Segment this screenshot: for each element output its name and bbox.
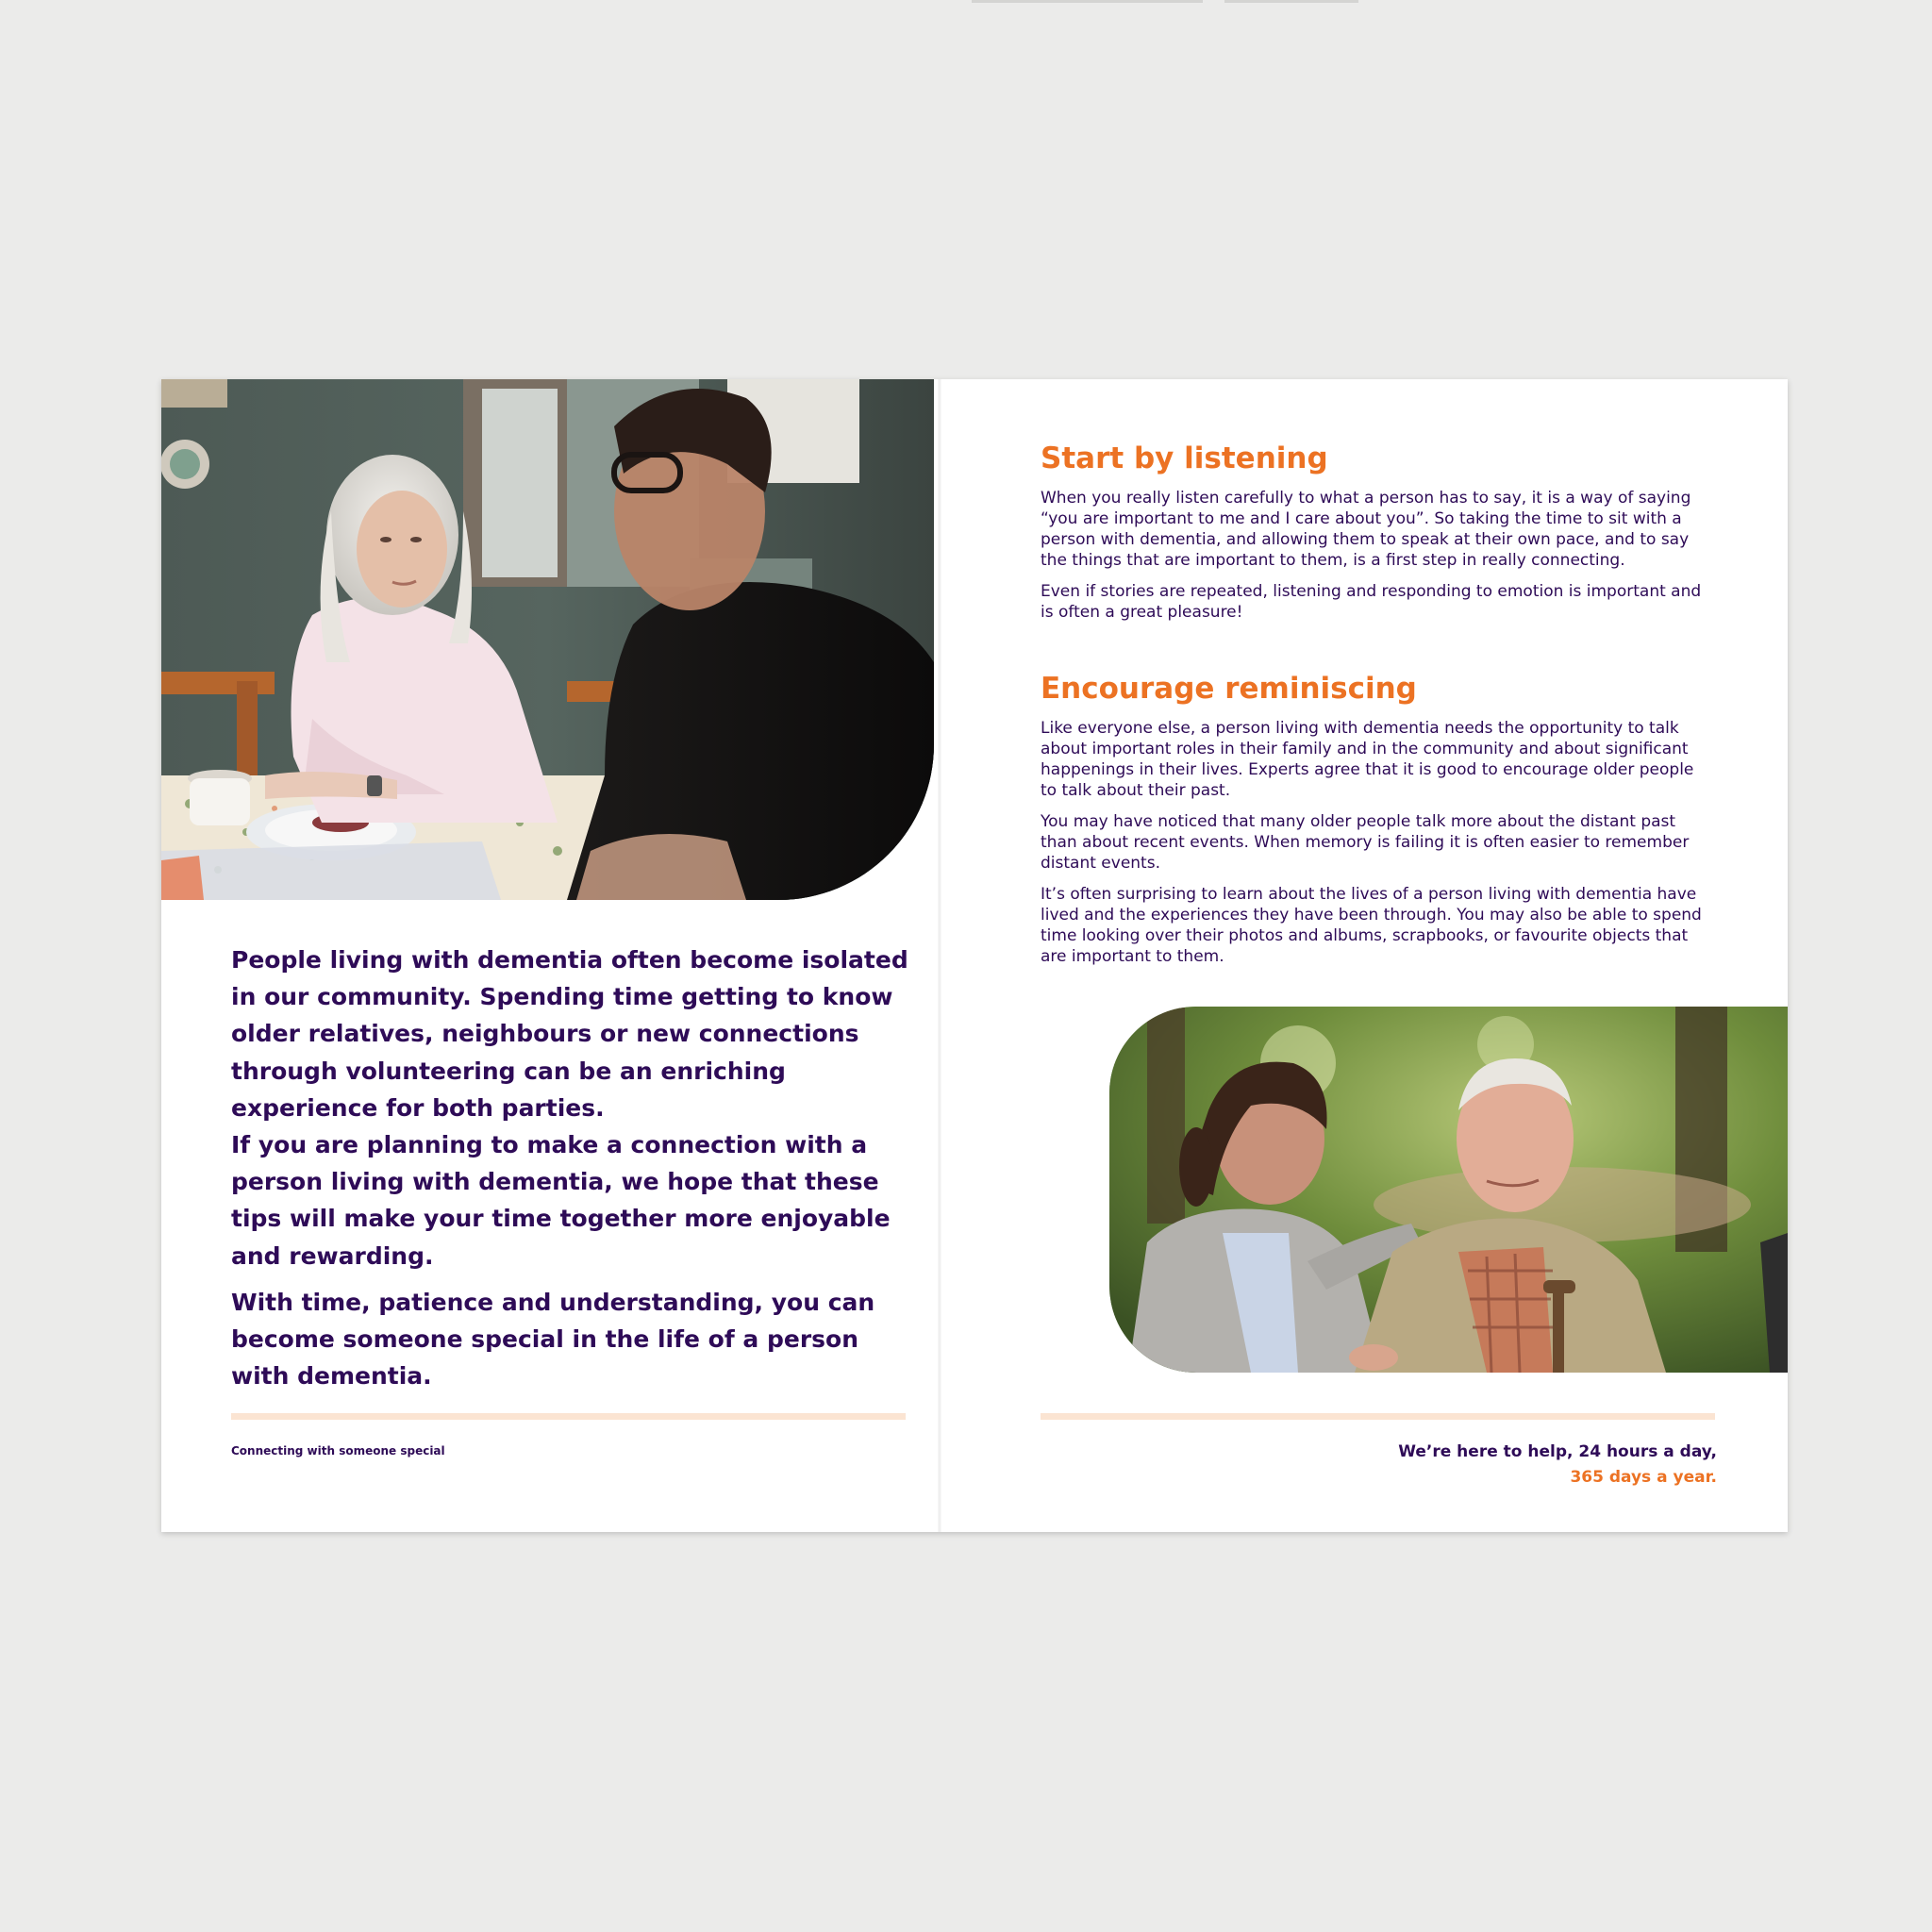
lead-paragraph-1: People living with dementia often become isolated in our community. Spending time getting to know older relatives, neighbours or new connections through volunteering can be an enriching experience for both parties. [231,946,908,1122]
section-paragraph: Like everyone else, a person living with dementia needs the opportunity to talk about important roles in their family and in the community and about significant happenings in their lives. Experts agree that it is good to encourage older people to talk about their past. [1041,719,1694,800]
footer-divider-left [231,1413,906,1420]
right-page [940,379,1788,1532]
left-page [161,379,940,1532]
section-paragraph: Even if stories are repeated, listening and responding to emotion is important and is often a great pleasure! [1041,582,1702,622]
kitchen-table-photo [161,379,934,900]
footer-tagline [1398,1440,1717,1491]
footer-title: Connecting with someone special [231,1444,445,1457]
section-paragraph: When you really listen carefully to what a person has to say, it is a way of saying “you are important to me and I care about you”. So taking the time to sit with a person with dementia, and allowing them to speak at their own pace, and to say the things that are important to them, is a first step in really connecting. [1041,489,1691,570]
section-heading: Encourage reminiscing [1041,672,1417,706]
lead-paragraph-2: If you are planning to make a connection with a person living with dementia, we hope that these tips will make your time together more enjoyable and rewarding. [231,1131,891,1270]
lead-paragraph-3: With time, patience and understanding, you can become someone special in the life of a person with dementia. [231,1288,875,1391]
section-paragraph: You may have noticed that many older people talk more about the distant past than about recent events. When memory is failing it is often easier to remember distant events. [1041,812,1690,873]
tagline-line-1: We’re here to help, 24 hours a day, [1398,1442,1717,1461]
brochure-spread [161,379,1788,1532]
footer-divider-right [1041,1413,1715,1420]
top-edge-marks [972,0,1358,4]
park-photo [1109,1007,1788,1373]
section-start-by-listening [1041,441,1720,633]
section-encourage-reminiscing [1041,671,1720,977]
section-paragraph: It’s often surprising to learn about the lives of a person living with dementia have lived and the experiences they have been through. You may also be able to spend time looking over their photos and albums, scrapbooks, or favourite objects that are important to them. [1041,885,1702,966]
section-heading: Start by listening [1041,441,1328,475]
tagline-line-2: 365 days a year. [1570,1468,1717,1487]
lead-text [231,941,920,1394]
